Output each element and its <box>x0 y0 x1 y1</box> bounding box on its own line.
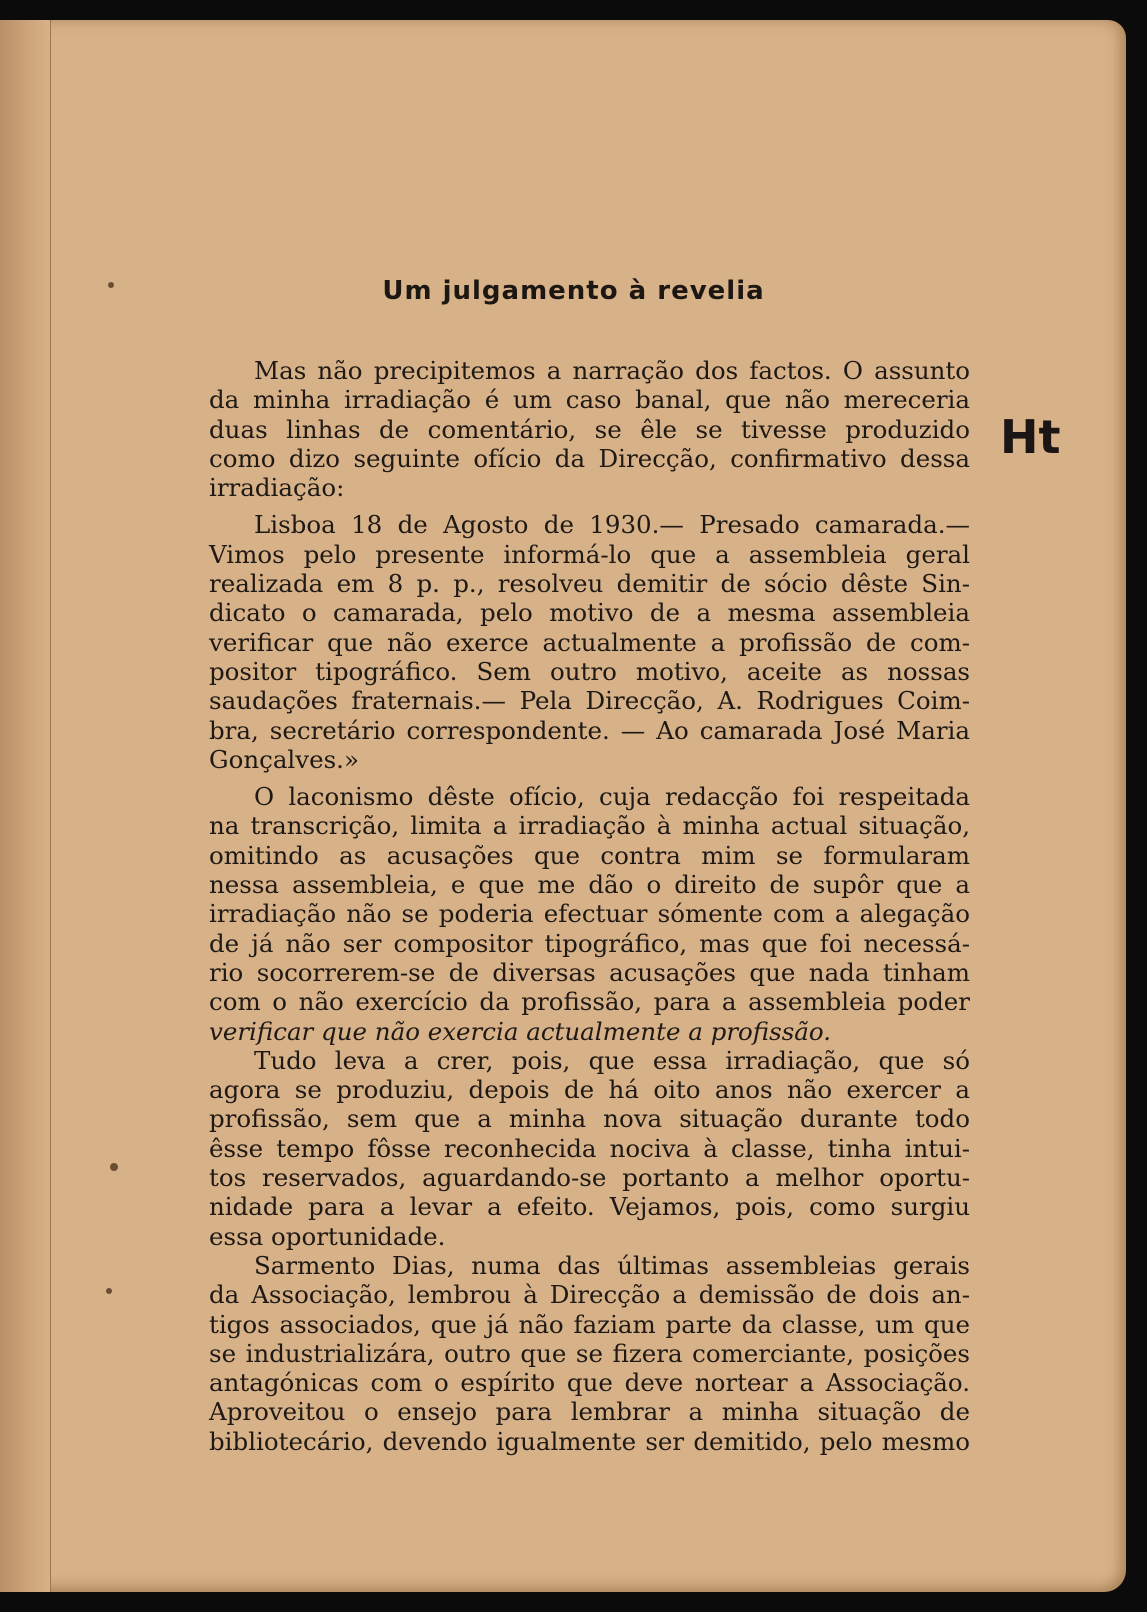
page-gutter <box>0 20 51 1592</box>
text-line: nidade para a levar a efeito. Vejamos, pois, como surgiu <box>209 1192 970 1222</box>
speck <box>110 1163 118 1171</box>
text-line: realizada em 8 p. p., resolveu demitir de sócio dêste Sin- <box>209 569 970 599</box>
body-text <box>209 356 970 1456</box>
speck <box>106 1288 112 1294</box>
text-line: irradiação não se poderia efectuar sómente com a alegação <box>209 899 970 929</box>
section-heading: Um julgamento à revelia <box>382 276 765 306</box>
text-line: dicato o camarada, pelo motivo de a mesma assembleia <box>209 598 970 628</box>
text-line: irradiação: <box>209 473 345 503</box>
text-line: Lisboa 18 de Agosto de 1930.— Presado camarada.— <box>254 510 970 540</box>
text-line: tos reservados, aguardando-se portanto a melhor oportu- <box>209 1163 970 1193</box>
text-line: da minha irradiação é um caso banal, que não mereceria <box>209 385 970 415</box>
text-line: Sarmento Dias, numa das últimas assembleias gerais <box>254 1250 970 1280</box>
handwritten-margin-mark: Ht <box>1000 410 1061 464</box>
text-line: essa oportunidade. <box>209 1221 446 1251</box>
text-line: positor tipográfico. Sem outro motivo, aceite as nossas <box>209 656 970 686</box>
text-line: com o não exercício da profissão, para a assembleia poder <box>209 987 970 1017</box>
text-line: rio socorrerem-se de diversas acusações que nada tinham <box>209 957 970 987</box>
text-line: na transcrição, limita a irradiação à minha actual situação, <box>209 811 970 841</box>
text-line: agora se produziu, depois de há oito anos não exercer a <box>209 1075 970 1105</box>
text-line: Mas não precipitemos a narração dos factos. O assunto <box>254 356 970 385</box>
text-line: tigos associados, que já não faziam parte da classe, um que <box>209 1309 970 1339</box>
text-line: bibliotecário, devendo igualmente ser demitido, pelo mesmo <box>209 1426 970 1456</box>
text-line: Gonçalves.» <box>209 744 359 774</box>
text-line: omitindo as acusações que contra mim se formularam <box>209 840 970 870</box>
text-line: de já não ser compositor tipográfico, mas que foi necessá- <box>209 928 970 958</box>
text-line: se industrializára, outro que se fizera comerciante, posições <box>209 1338 970 1368</box>
text-line: nessa assembleia, e que me dão o direito de supôr que a <box>209 870 970 900</box>
text-line: verificar que não exercia actualmente a profissão. <box>209 1016 831 1046</box>
text-line: Vimos pelo presente informá-lo que a assembleia geral <box>209 539 970 569</box>
text-line: antagónicas com o espírito que deve nortear a Associação. <box>209 1368 970 1398</box>
text-line: profissão, sem que a minha nova situação durante todo <box>209 1104 970 1134</box>
text-line: Tudo leva a crer, pois, que essa irradiação, que só <box>254 1045 970 1075</box>
text-line: verificar que não exerce actualmente a profissão de com- <box>209 627 970 657</box>
text-line: O laconismo dêste ofício, cuja redacção foi respeitada <box>254 782 970 812</box>
text-line: duas linhas de comentário, se êle se tivesse produzido <box>209 414 970 444</box>
text-line: êsse tempo fôsse reconhecida nociva à classe, tinha intui- <box>209 1133 970 1163</box>
text-line: como dizo seguinte ofício da Direcção, confirmativo dessa <box>209 443 970 473</box>
text-line: Aproveitou o ensejo para lembrar a minha situação de <box>209 1397 970 1427</box>
text-line: da Associação, lembrou à Direcção a demissão de dois an- <box>209 1280 970 1310</box>
text-line: bra, secretário correspondente. — Ao camarada José Maria <box>209 715 970 745</box>
text-line: saudações fraternais.— Pela Direcção, A. Rodrigues Coim- <box>209 686 970 716</box>
